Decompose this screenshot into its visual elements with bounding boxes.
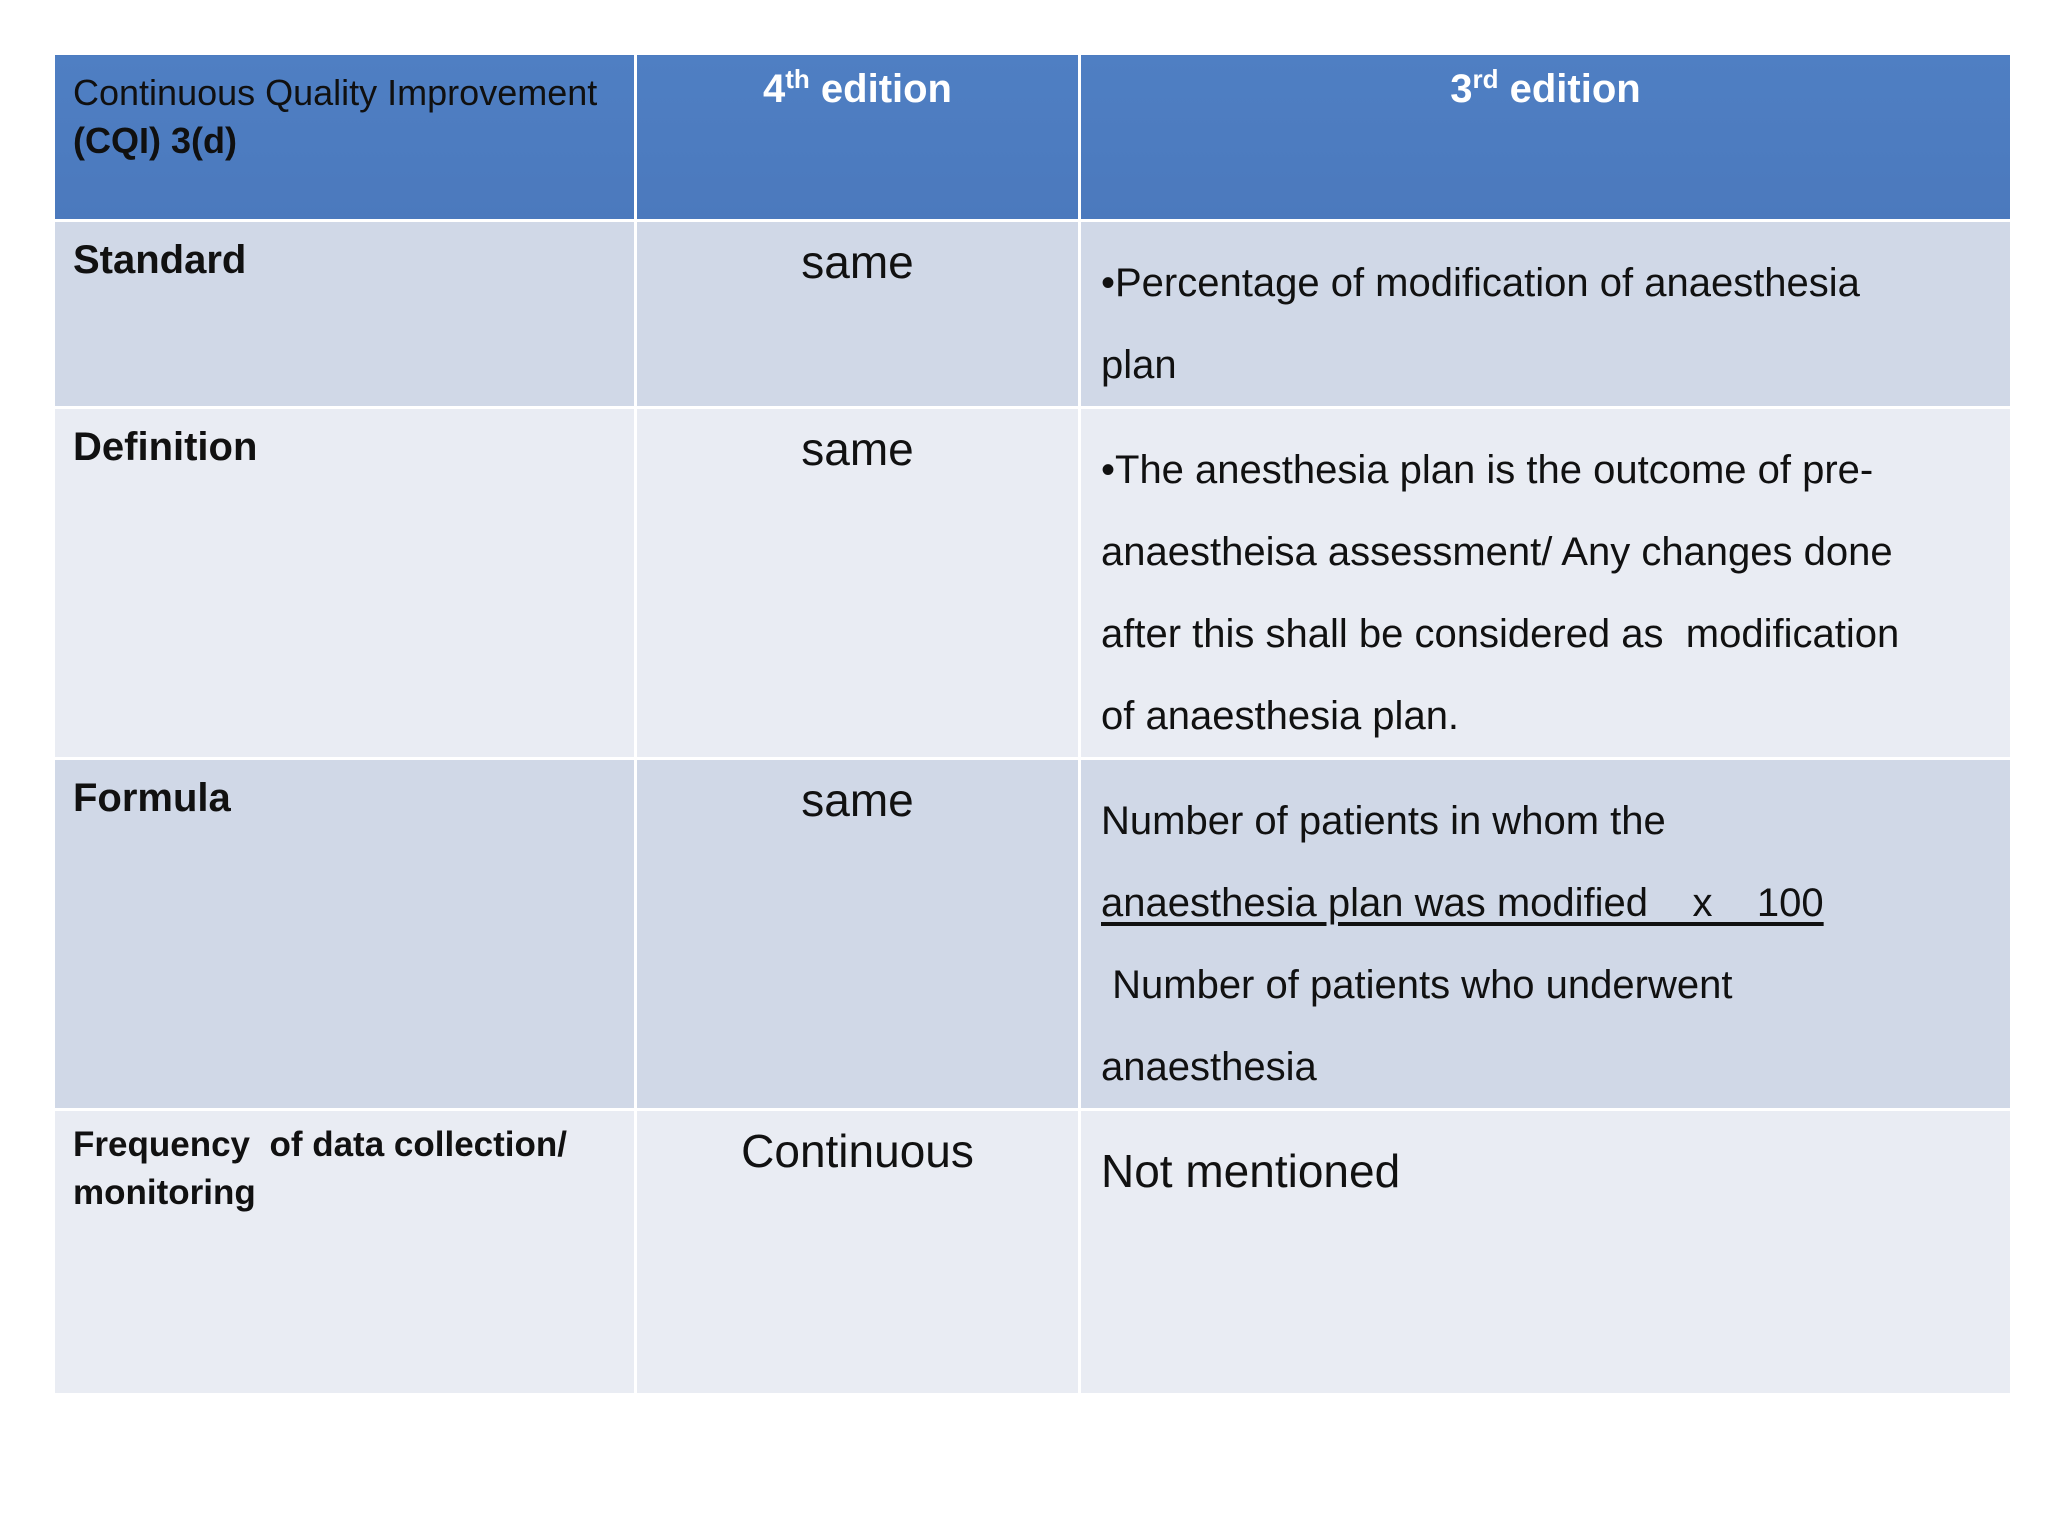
header-cqi-line1: Continuous Quality Improvement (73, 72, 598, 113)
definition-4th-cell (636, 408, 1080, 759)
frequency-4th-value: Continuous (741, 1125, 974, 1177)
formula-numerator-line: Number of patients in whom the (1101, 799, 1666, 843)
header-cqi-title (55, 55, 634, 165)
definition-3rd-line: of anaesthesia plan. (1101, 694, 1460, 738)
frequency-label (55, 1111, 634, 1217)
formula-label-cell (54, 759, 636, 1110)
frequency-label-line1: Frequency of data collection/ (73, 1125, 567, 1164)
standard-4th-value: same (801, 236, 914, 288)
definition-4th-value: same (801, 423, 914, 475)
definition-3rd-line: after this shall be considered as modification (1101, 612, 1900, 656)
header-4th-edition-cell (636, 54, 1080, 221)
frequency-3rd-value: Not mentioned (1101, 1145, 1401, 1197)
formula-4th-value: same (801, 774, 914, 826)
header-row (54, 54, 2012, 221)
formula-4th-cell (636, 759, 1080, 1110)
formula-label: Formula (73, 776, 231, 820)
header-4th-edition (637, 55, 1078, 112)
header-3rd-superscript: rd (1472, 64, 1499, 94)
definition-label-cell (54, 408, 636, 759)
definition-3rd-text (1081, 409, 2010, 757)
formula-denominator-line: anaesthesia (1101, 1045, 1317, 1089)
header-4th-superscript: th (785, 64, 810, 94)
header-4th-number: 4 (762, 67, 786, 111)
table-row-standard (54, 221, 2012, 408)
header-cqi-cell (54, 54, 636, 221)
standard-3rd-cell (1080, 221, 2012, 408)
definition-3rd-line: anaestheisa assessment/ Any changes done (1101, 530, 1893, 574)
standard-3rd-line: plan (1101, 343, 1177, 387)
formula-3rd-text (1081, 760, 2010, 1108)
header-3rd-edition-cell (1080, 54, 2012, 221)
standard-4th-cell (636, 221, 1080, 408)
header-3rd-word: edition (1498, 67, 1641, 111)
frequency-label-line2: monitoring (73, 1173, 256, 1212)
table-row-definition (54, 408, 2012, 759)
table-row-formula (54, 759, 2012, 1110)
header-4th-word: edition (809, 67, 952, 111)
frequency-4th-cell (636, 1110, 1080, 1395)
table-row-frequency (54, 1110, 2012, 1395)
header-3rd-number: 3 (1450, 67, 1473, 111)
header-cqi-line2: (CQI) 3(d) (73, 120, 237, 161)
frequency-label-cell (54, 1110, 636, 1395)
standard-3rd-line: •Percentage of modification of anaesthesia (1101, 261, 1860, 305)
standard-3rd-text (1081, 222, 2010, 406)
formula-numerator-line-underlined: anaesthesia plan was modified x 100 (1101, 881, 1824, 925)
frequency-3rd-cell (1080, 1110, 2012, 1395)
standard-label: Standard (73, 238, 247, 282)
definition-3rd-line: •The anesthesia plan is the outcome of pre- (1101, 448, 1874, 492)
formula-denominator-line: Number of patients who underwent (1101, 963, 1733, 1007)
header-3rd-edition (1081, 55, 2010, 112)
comparison-table (52, 52, 2013, 1396)
standard-label-cell (54, 221, 636, 408)
definition-3rd-cell (1080, 408, 2012, 759)
formula-3rd-cell (1080, 759, 2012, 1110)
definition-label: Definition (73, 425, 258, 469)
